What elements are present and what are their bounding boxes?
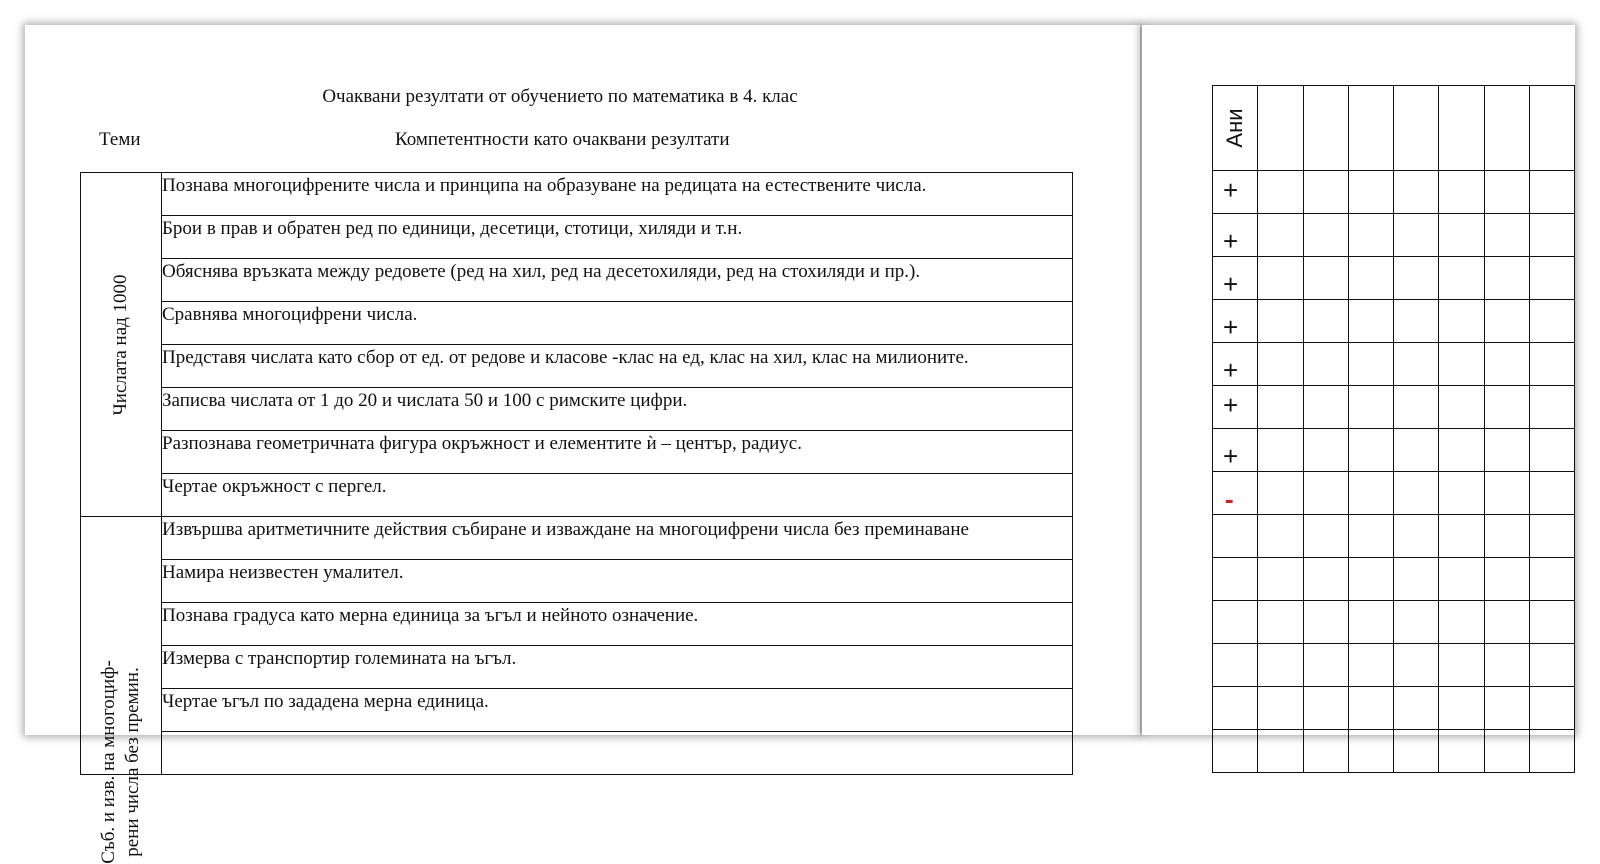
competence-cell: Представя числата като сбор от ед. от редове и класове -клас на ед, клас на хил, клас на милионите. <box>162 345 1073 388</box>
grid-row <box>1213 472 1575 515</box>
competence-cell: Обяснява връзката между редовете (ред на хил, ред на десетохиляди, ред на стохиляди и пр.). <box>162 259 1073 302</box>
grid-row <box>1213 687 1575 730</box>
grid-header-row <box>1213 86 1575 171</box>
grid-row <box>1213 343 1575 386</box>
document-page-left <box>25 25 1140 864</box>
competences-table <box>80 172 1073 864</box>
mark-cell <box>1213 300 1258 343</box>
table-row <box>81 732 1073 775</box>
grid-row <box>1213 429 1575 472</box>
topic-label <box>97 660 145 864</box>
minus-mark: - <box>1225 484 1234 514</box>
mark-cell <box>1213 386 1258 429</box>
plus-mark: + <box>1223 441 1239 471</box>
grid-row <box>1213 558 1575 601</box>
grid-row <box>1213 644 1575 687</box>
table-row <box>81 646 1073 689</box>
competence-cell: Измерва с транспортир големината на ъгъл. <box>162 646 1073 689</box>
table-row <box>81 345 1073 388</box>
topic-label-line: рени числа без премин. <box>122 667 143 857</box>
plus-mark: + <box>1223 269 1239 299</box>
mark-cell <box>1213 214 1258 257</box>
student-name-cell <box>1213 86 1258 171</box>
plus-mark: + <box>1223 390 1239 420</box>
grid-row <box>1213 171 1575 214</box>
assessment-grid <box>1212 85 1575 773</box>
competence-cell: Чертае ъгъл по зададена мерна единица. <box>162 689 1073 732</box>
table-row <box>81 603 1073 646</box>
table-row <box>81 216 1073 259</box>
plus-mark: + <box>1223 312 1239 342</box>
competence-cell: Познава градуса като мерна единица за ъгъл и нейното означение. <box>162 603 1073 646</box>
table-row <box>81 388 1073 431</box>
topic-label-line: Съб. и изв. на многоциф- <box>98 660 119 864</box>
grid-row <box>1213 515 1575 558</box>
grid-row <box>1213 214 1575 257</box>
mark-cell <box>1213 171 1258 214</box>
competence-cell: Чертае окръжност с пергел. <box>162 474 1073 517</box>
competence-cell: Познава многоцифрените числа и принципа на образуване на редицата на естествените числа. <box>162 173 1073 216</box>
grid-row <box>1213 730 1575 773</box>
table-row <box>81 474 1073 517</box>
table-row <box>81 689 1073 732</box>
plus-mark: + <box>1223 355 1239 385</box>
grid-row <box>1213 257 1575 300</box>
competence-cell: Сравнява многоцифрени числа. <box>162 302 1073 345</box>
plus-mark: + <box>1223 175 1239 205</box>
competence-cell: Записва числата от 1 до 20 и числата 50 и 100 с римските цифри. <box>162 388 1073 431</box>
mark-cell <box>1213 257 1258 300</box>
competence-cell: Извършва аритметичните действия събиране и изваждане на многоцифрени числа без преминаване <box>162 517 1073 560</box>
table-row <box>81 560 1073 603</box>
topic-label: Числата над 1000 <box>110 273 131 416</box>
plus-mark: + <box>1223 226 1239 256</box>
competence-cell: Разпознава геометричната фигура окръжност и елементите ѝ – център, радиус. <box>162 431 1073 474</box>
competence-cell: Брои в прав и обратен ред по единици, десетици, стотици, хиляди и т.н. <box>162 216 1073 259</box>
mark-cell <box>1213 343 1258 386</box>
competence-cell: Намира неизвестен умалител. <box>162 560 1073 603</box>
topic-cell <box>81 173 162 517</box>
student-name: Ани <box>1222 108 1248 148</box>
mark-cell <box>1213 429 1258 472</box>
table-row <box>81 259 1073 302</box>
document-title: Очаквани резултати от обучението по математика в 4. клас <box>322 86 798 107</box>
table-row <box>81 302 1073 345</box>
table-row <box>81 517 1073 560</box>
table-row <box>81 431 1073 474</box>
topic-cell <box>81 517 162 864</box>
document-page-right <box>1142 25 1575 735</box>
grid-row <box>1213 601 1575 644</box>
grid-row <box>1213 386 1575 429</box>
mark-cell <box>1213 472 1258 515</box>
header-competences: Компетентности като очаквани резултати <box>395 129 730 150</box>
competence-cell <box>162 732 1073 775</box>
grid-row <box>1213 300 1575 343</box>
table-row <box>81 173 1073 216</box>
header-topics: Теми <box>99 129 141 150</box>
